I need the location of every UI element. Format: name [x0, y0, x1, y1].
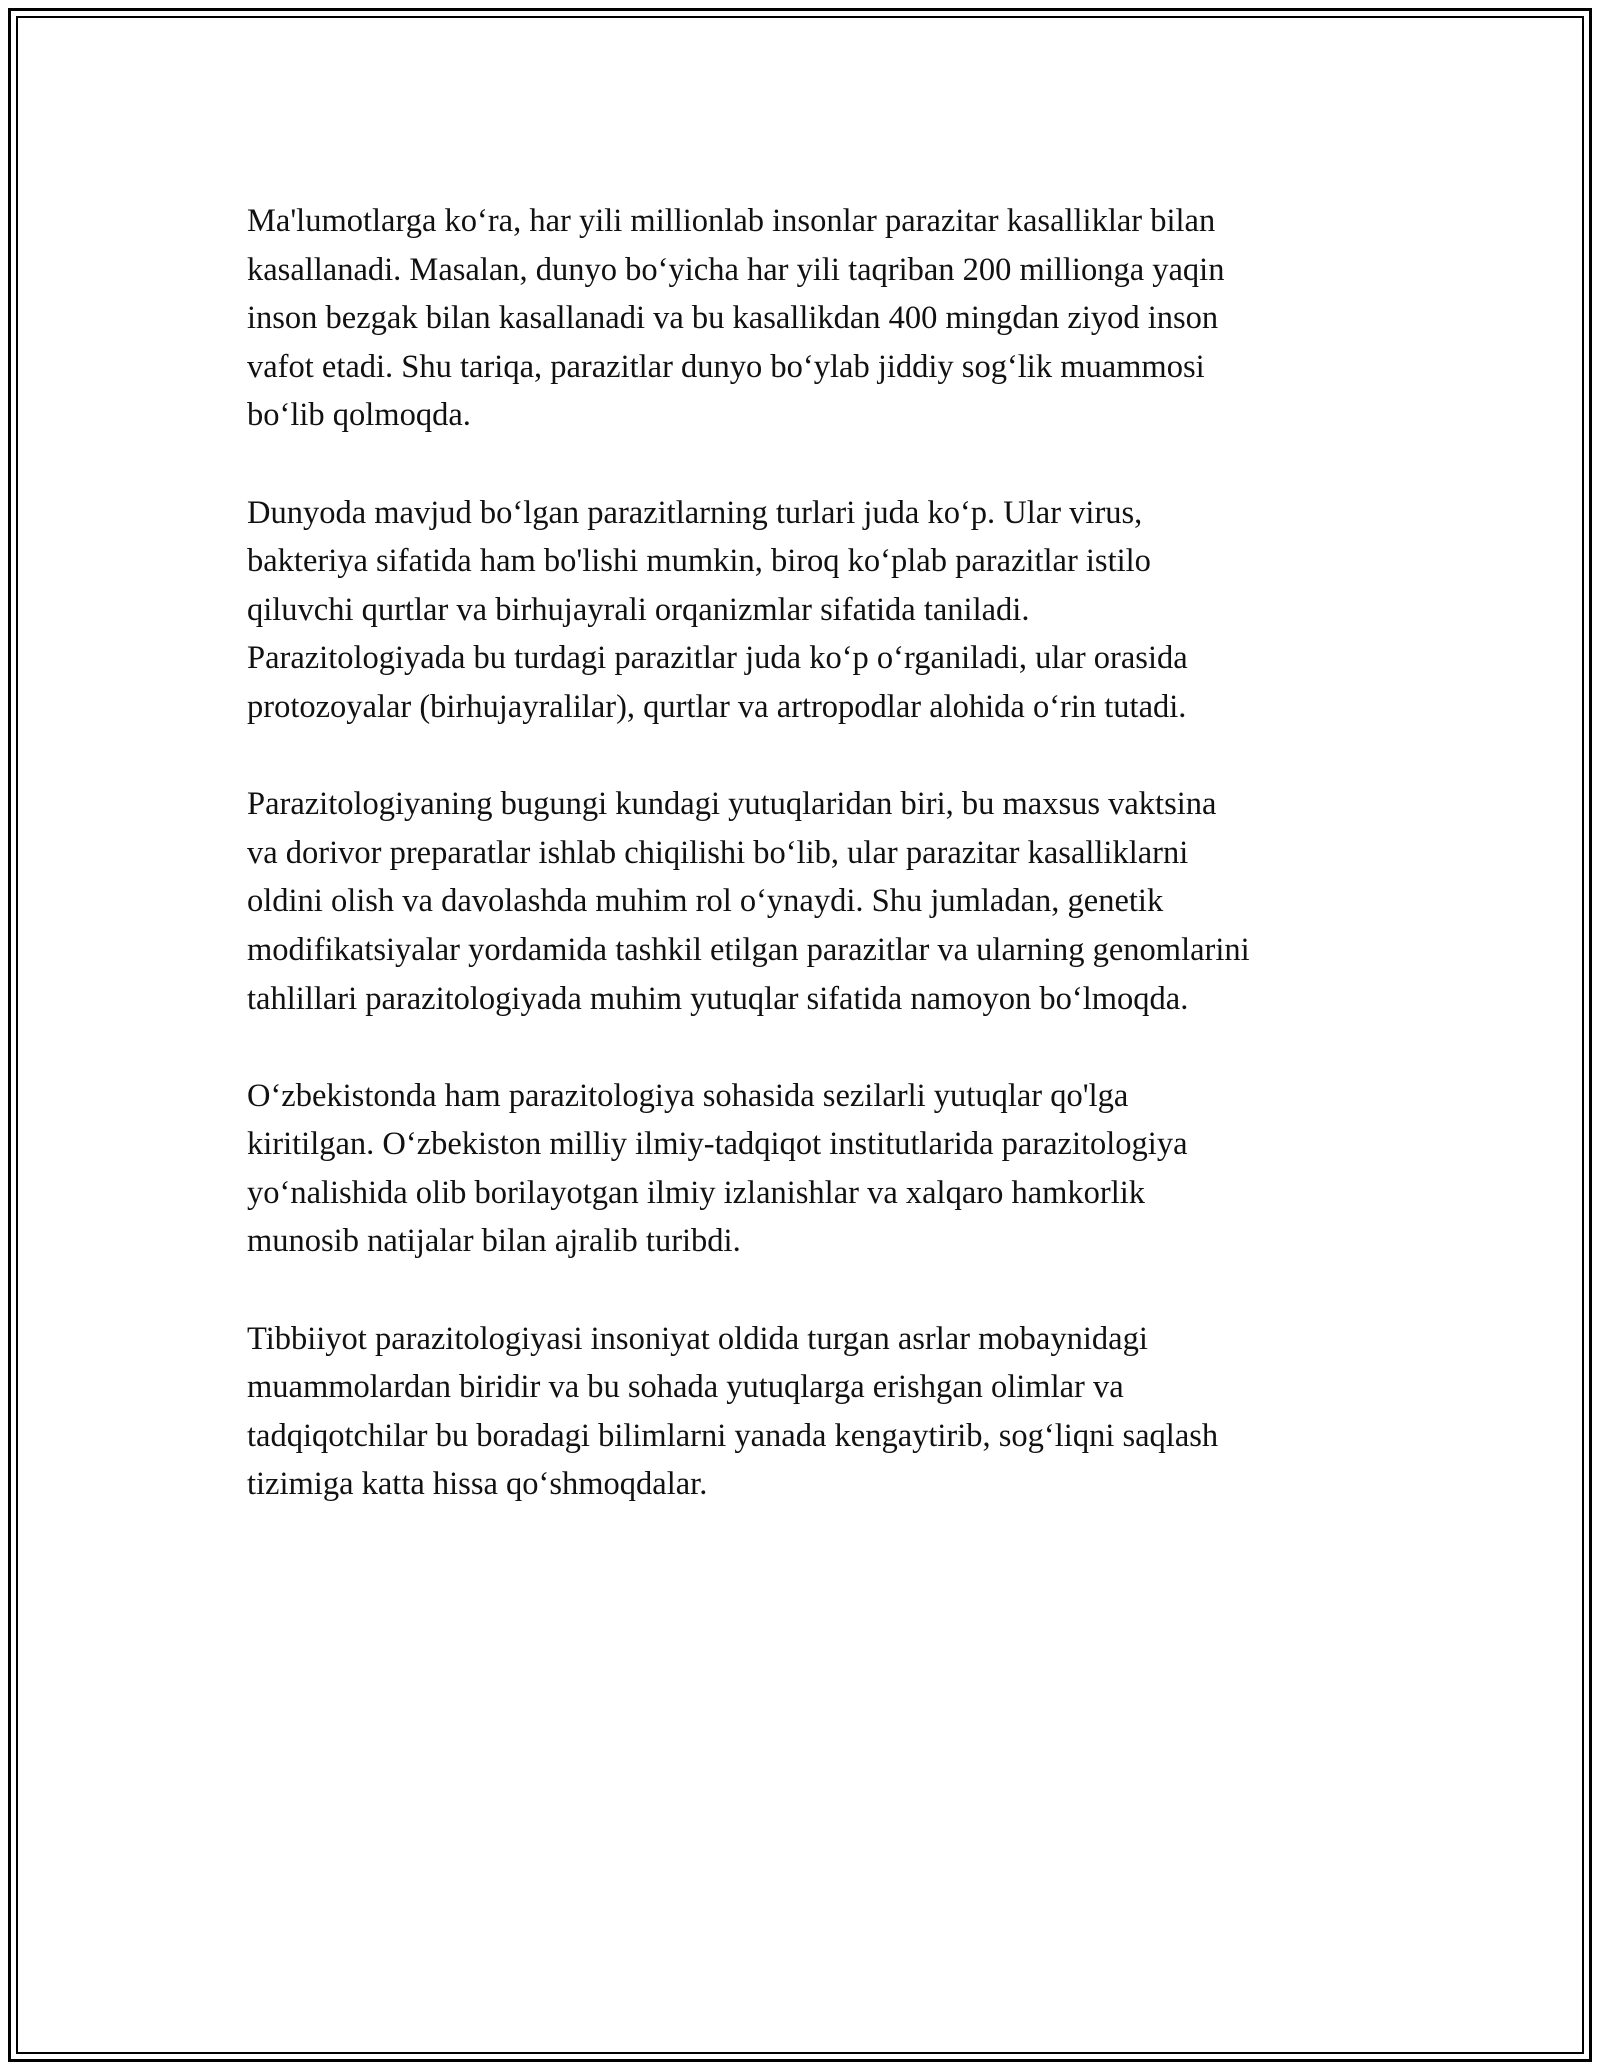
- paragraph-2: [247, 489, 1407, 732]
- document-body: [247, 197, 1407, 1558]
- paragraph-line: vafot etadi. Shu tariqa, parazitlar dunyo bo‘ylab jiddiy sog‘lik muammosi: [247, 348, 1205, 385]
- paragraph-line: O‘zbekistonda ham parazitologiya sohasida sezilarli yutuqlar qo'lga: [247, 1077, 1129, 1114]
- paragraph-line: protozoyalar (birhujayralilar), qurtlar va artropodlar alohida o‘rin tutadi.: [247, 688, 1187, 725]
- paragraph-line: muammolardan biridir va bu sohada yutuqlarga erishgan olimlar va: [247, 1369, 1124, 1406]
- paragraph-line: va dorivor preparatlar ishlab chiqilishi bo‘lib, ular parazitar kasalliklarni: [247, 834, 1189, 871]
- paragraph-line: Parazitologiyada bu turdagi parazitlar juda ko‘p o‘rganiladi, ular orasida: [247, 640, 1188, 677]
- paragraph-line: tahlillari parazitologiyada muhim yutuqlar sifatida namoyon bo‘lmoqda.: [247, 980, 1189, 1017]
- paragraph-line: tizimiga katta hissa qo‘shmoqdalar.: [247, 1466, 708, 1503]
- paragraph-line: bo‘lib qolmoqda.: [247, 397, 471, 434]
- page-frame: [8, 8, 1592, 2062]
- paragraph-line: munosib natijalar bilan ajralib turibdi.: [247, 1223, 741, 1260]
- paragraph-line: kasallanadi. Masalan, dunyo bo‘yicha har yili taqriban 200 millionga yaqin: [247, 251, 1225, 288]
- paragraph-line: tadqiqotchilar bu boradagi bilimlarni yanada kengaytirib, sog‘liqni saqlash: [247, 1417, 1219, 1454]
- paragraph-line: bakteriya sifatida ham bo'lishi mumkin, biroq ko‘plab parazitlar istilo: [247, 543, 1151, 580]
- paragraph-4: [247, 1072, 1407, 1266]
- paragraph-line: Tibbiiyot parazitologiyasi insoniyat oldida turgan asrlar mobaynidagi: [247, 1320, 1148, 1357]
- paragraph-5: [247, 1315, 1407, 1509]
- paragraph-line: Dunyoda mavjud bo‘lgan parazitlarning turlari juda ko‘p. Ular virus,: [247, 494, 1143, 531]
- paragraph-line: inson bezgak bilan kasallanadi va bu kasallikdan 400 mingdan ziyod inson: [247, 300, 1219, 337]
- paragraph-line: Ma'lumotlarga ko‘ra, har yili millionlab insonlar parazitar kasalliklar bilan: [247, 203, 1216, 239]
- paragraph-line: Parazitologiyaning bugungi kundagi yutuqlaridan biri, bu maxsus vaktsina: [247, 786, 1217, 823]
- paragraph-line: modifikatsiyalar yordamida tashkil etilgan parazitlar va ularning genomlarini: [247, 931, 1250, 968]
- paragraph-line: oldini olish va davolashda muhim rol o‘ynaydi. Shu jumladan, genetik: [247, 883, 1164, 920]
- paragraph-line: qiluvchi qurtlar va birhujayrali orqanizmlar sifatida taniladi.: [247, 591, 1030, 628]
- paragraph-line: kiritilgan. O‘zbekiston milliy ilmiy-tadqiqot institutlarida parazitologiya: [247, 1126, 1188, 1163]
- paragraph-line: yo‘nalishida olib borilayotgan ilmiy izlanishlar va xalqaro hamkorlik: [247, 1174, 1146, 1211]
- paragraph-3: [247, 780, 1407, 1023]
- paragraph-1: [247, 197, 1407, 440]
